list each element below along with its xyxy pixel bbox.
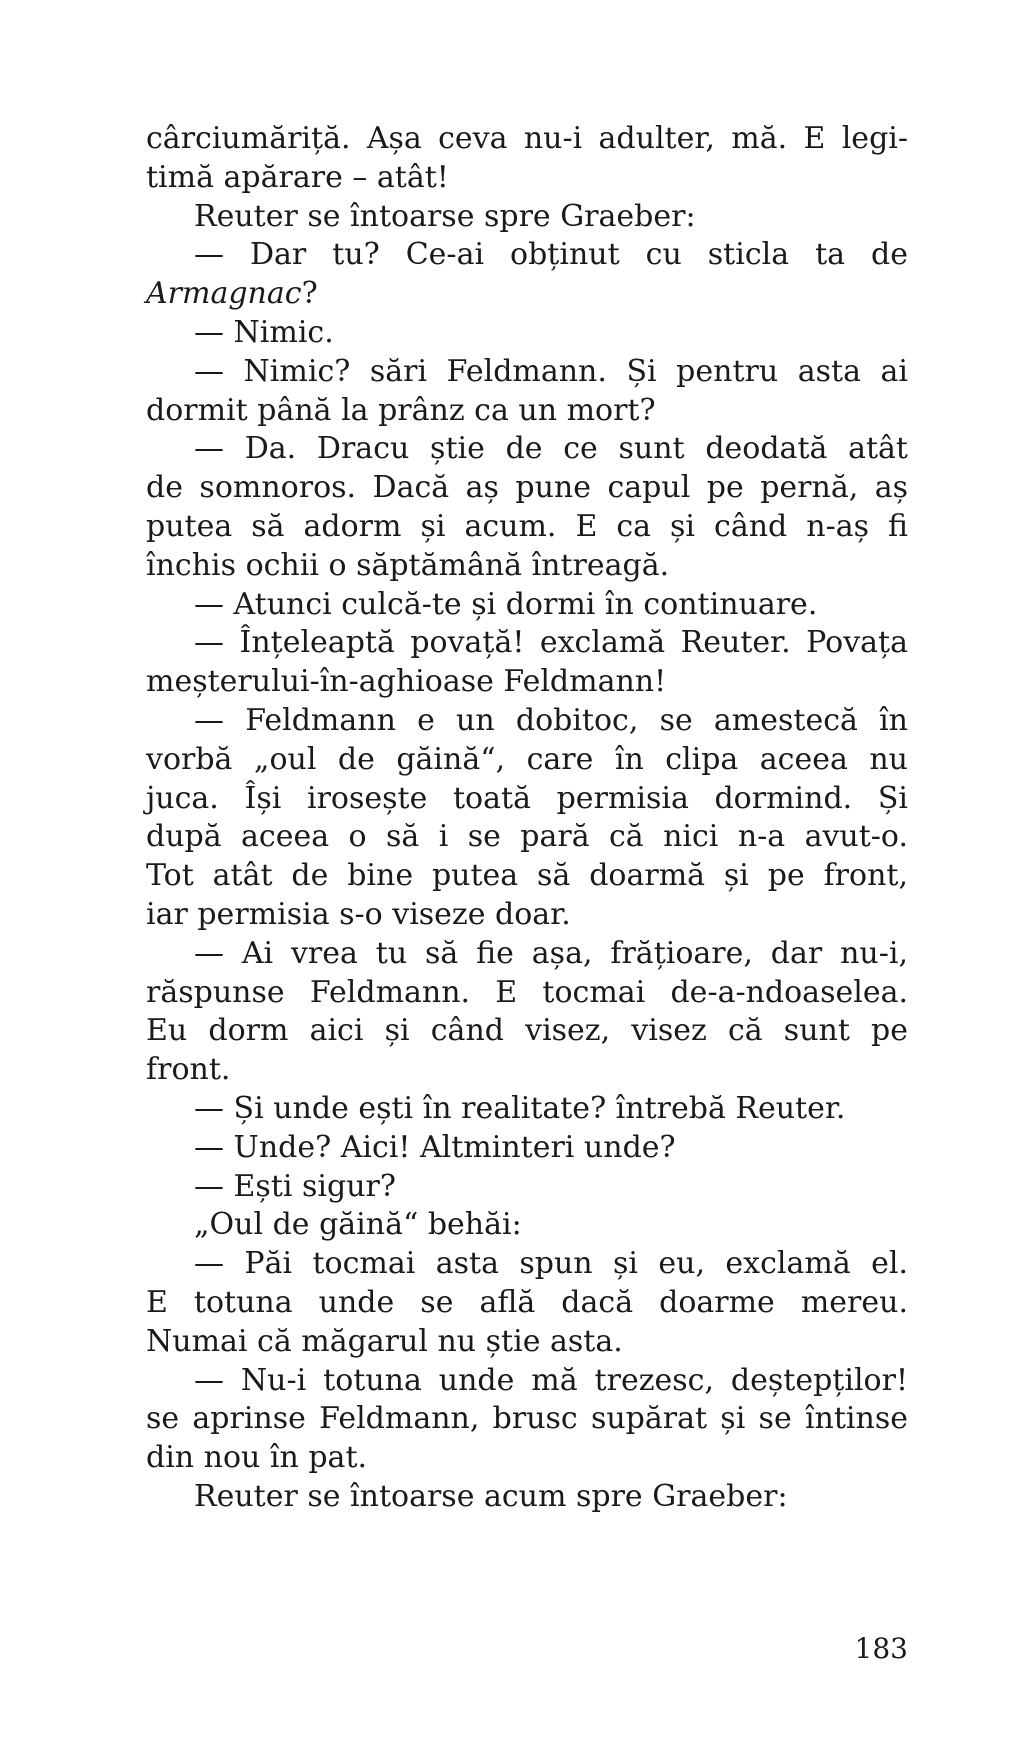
text-line: după aceea o să i se pară că nici n-a avut-o. <box>146 819 908 855</box>
text-line: Numai că măgarul nu știe asta. <box>146 1323 623 1359</box>
text-line: — Atunci culcă-te și dormi în continuare. <box>194 586 818 622</box>
page-number: 183 <box>854 1632 908 1665</box>
text-line: — Nimic? sări Feldmann. Și pentru asta ai <box>194 353 908 389</box>
text-line: răspunse Feldmann. E tocmai de-a-ndoaselea. <box>146 974 908 1010</box>
text-line: Reuter se întoarse spre Graeber: <box>194 198 696 234</box>
text-line: dormit până la prânz ca un mort? <box>146 392 656 428</box>
text-line: front. <box>146 1052 231 1088</box>
text-line: — Și unde ești în realitate? întrebă Reuter. <box>194 1090 846 1126</box>
text-line: — Unde? Aici! Altminteri unde? <box>194 1129 676 1165</box>
text-line: cârciumăriță. Așa ceva nu-i adulter, mă. E legi- <box>146 121 908 156</box>
text-line: meșterului-în-aghioase Feldmann! <box>146 664 667 700</box>
text-line: „Oul de găină“ behăi: <box>194 1207 522 1243</box>
text-line: — Ai vrea tu să fie așa, frățioare, dar nu-i, <box>194 935 908 971</box>
text-line: — Nimic. <box>194 314 334 350</box>
text-line: putea să adorm și acum. E ca și când n-aș fi <box>146 508 908 544</box>
text-line: se aprinse Feldmann, brusc supărat și se întinse <box>146 1401 908 1437</box>
text-line: E totuna unde se află dacă doarme mereu. <box>146 1284 908 1320</box>
punctuation: ? <box>301 276 318 312</box>
text-line: iar permisia s-o viseze doar. <box>146 896 571 932</box>
text-line: — Da. Dracu știe de ce sunt deodată atât <box>194 431 908 467</box>
text-line: — Înțeleaptă povață! exclamă Reuter. Povața <box>194 625 908 661</box>
text-line: — Feldmann e un dobitoc, se amestecă în <box>194 702 908 738</box>
text-line: juca. Își irosește toată permisia dormind. Și <box>146 780 908 816</box>
text-line: închis ochii o săptămână întreagă. <box>146 547 670 583</box>
text-line <box>146 275 908 314</box>
text-line: din nou în pat. <box>146 1440 368 1476</box>
text-line: timă apărare – atât! <box>146 159 449 195</box>
text-line: Eu dorm aici și când visez, visez că sunt pe <box>146 1013 908 1049</box>
text-line: Reuter se întoarse acum spre Graeber: <box>194 1478 788 1514</box>
text-line: — Nu-i totuna unde mă trezesc, deștepților! <box>194 1362 908 1398</box>
text-line: vorbă „oul de găină“, care în clipa aceea nu <box>146 741 908 777</box>
text-line: — Dar tu? Ce-ai obținut cu sticla ta de <box>194 237 908 273</box>
text-line: — Păi tocmai asta spun și eu, exclamă el. <box>194 1246 908 1282</box>
text-line: — Ești sigur? <box>194 1168 396 1204</box>
text-line: de somnoros. Dacă aș pune capul pe pernă, aș <box>146 470 908 506</box>
text-line: Tot atât de bine putea să doarmă și pe front, <box>146 858 908 894</box>
body-text <box>146 120 908 1517</box>
italic-word: Armagnac <box>146 276 302 312</box>
